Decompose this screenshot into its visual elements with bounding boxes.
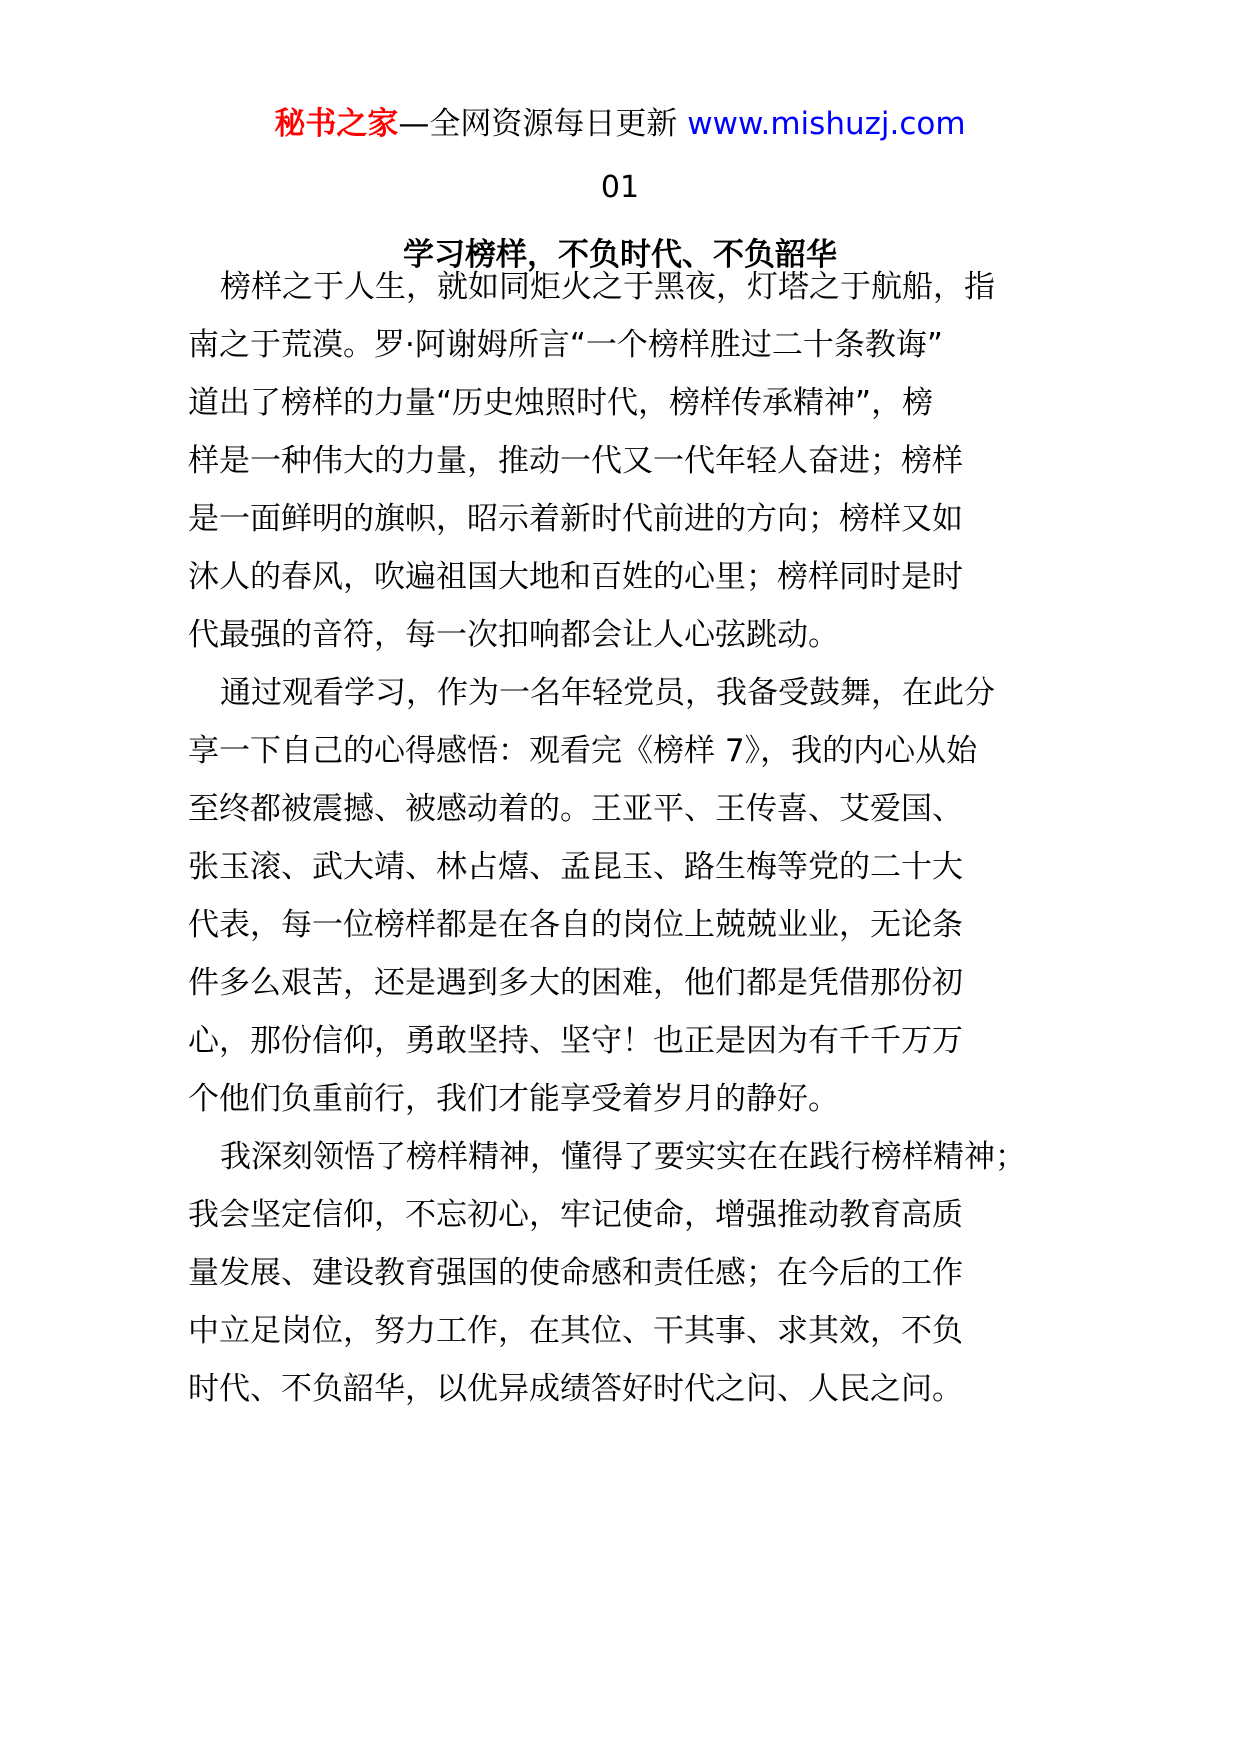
body-line: 南之于荒漠。罗·阿谢姆所言“一个榜样胜过二十条教诲” bbox=[188, 327, 943, 363]
body-line: 样是一种伟大的力量，推动一代又一代年轻人奋进；榜样 bbox=[188, 443, 963, 479]
body-line: 道出了榜样的力量“历史烛照时代，榜样传承精神”，榜 bbox=[188, 385, 934, 421]
site-header bbox=[0, 100, 1240, 148]
site-url-link[interactable]: www.mishuzj.com bbox=[687, 106, 966, 142]
body-line: 榜样之于人生，就如同炬火之于黑夜，灯塔之于航船，指 bbox=[220, 269, 995, 305]
brand-name: 秘书之家 bbox=[274, 106, 399, 142]
document-title: 学习榜样，不负时代、不负韶华 bbox=[403, 237, 837, 273]
body-line: 个他们负重前行，我们才能享受着岁月的静好。 bbox=[188, 1081, 839, 1117]
body-line: 是一面鲜明的旗帜，昭示着新时代前进的方向；榜样又如 bbox=[188, 501, 963, 537]
body-line: 件多么艰苦，还是遇到多大的困难，他们都是凭借那份初 bbox=[188, 965, 963, 1001]
body-line: 量发展、建设教育强国的使命感和责任感；在今后的工作 bbox=[188, 1255, 963, 1291]
body-line: 通过观看学习，作为一名年轻党员，我备受鼓舞，在此分 bbox=[220, 675, 995, 711]
body-line: 我深刻领悟了榜样精神，懂得了要实实在在践行榜样精神； bbox=[220, 1139, 1026, 1175]
document-number: 01 bbox=[600, 170, 640, 205]
body-line: 我会坚定信仰，不忘初心，牢记使命，增强推动教育高质 bbox=[188, 1197, 963, 1233]
body-line: 时代、不负韶华，以优异成绩答好时代之问、人民之问。 bbox=[188, 1371, 963, 1407]
body-line: 享一下自己的心得感悟：观看完《榜样 7》，我的内心从始 bbox=[188, 733, 978, 769]
body-line: 沐人的春风，吹遍祖国大地和百姓的心里；榜样同时是时 bbox=[188, 559, 963, 595]
body-line: 代最强的音符，每一次扣响都会让人心弦跳动。 bbox=[188, 617, 839, 653]
body-line: 中立足岗位，努力工作，在其位、干其事、求其效，不负 bbox=[188, 1313, 963, 1349]
body-line: 代表，每一位榜样都是在各自的岗位上兢兢业业，无论条 bbox=[188, 907, 963, 943]
header-tagline: —全网资源每日更新 bbox=[398, 106, 688, 142]
body-line: 心，那份信仰，勇敢坚持、坚守！也正是因为有千千万万 bbox=[188, 1023, 963, 1059]
body-line: 张玉滚、武大靖、林占熺、孟昆玉、路生梅等党的二十大 bbox=[188, 849, 963, 885]
body-line: 至终都被震撼、被感动着的。王亚平、王传喜、艾爱国、 bbox=[188, 791, 963, 827]
